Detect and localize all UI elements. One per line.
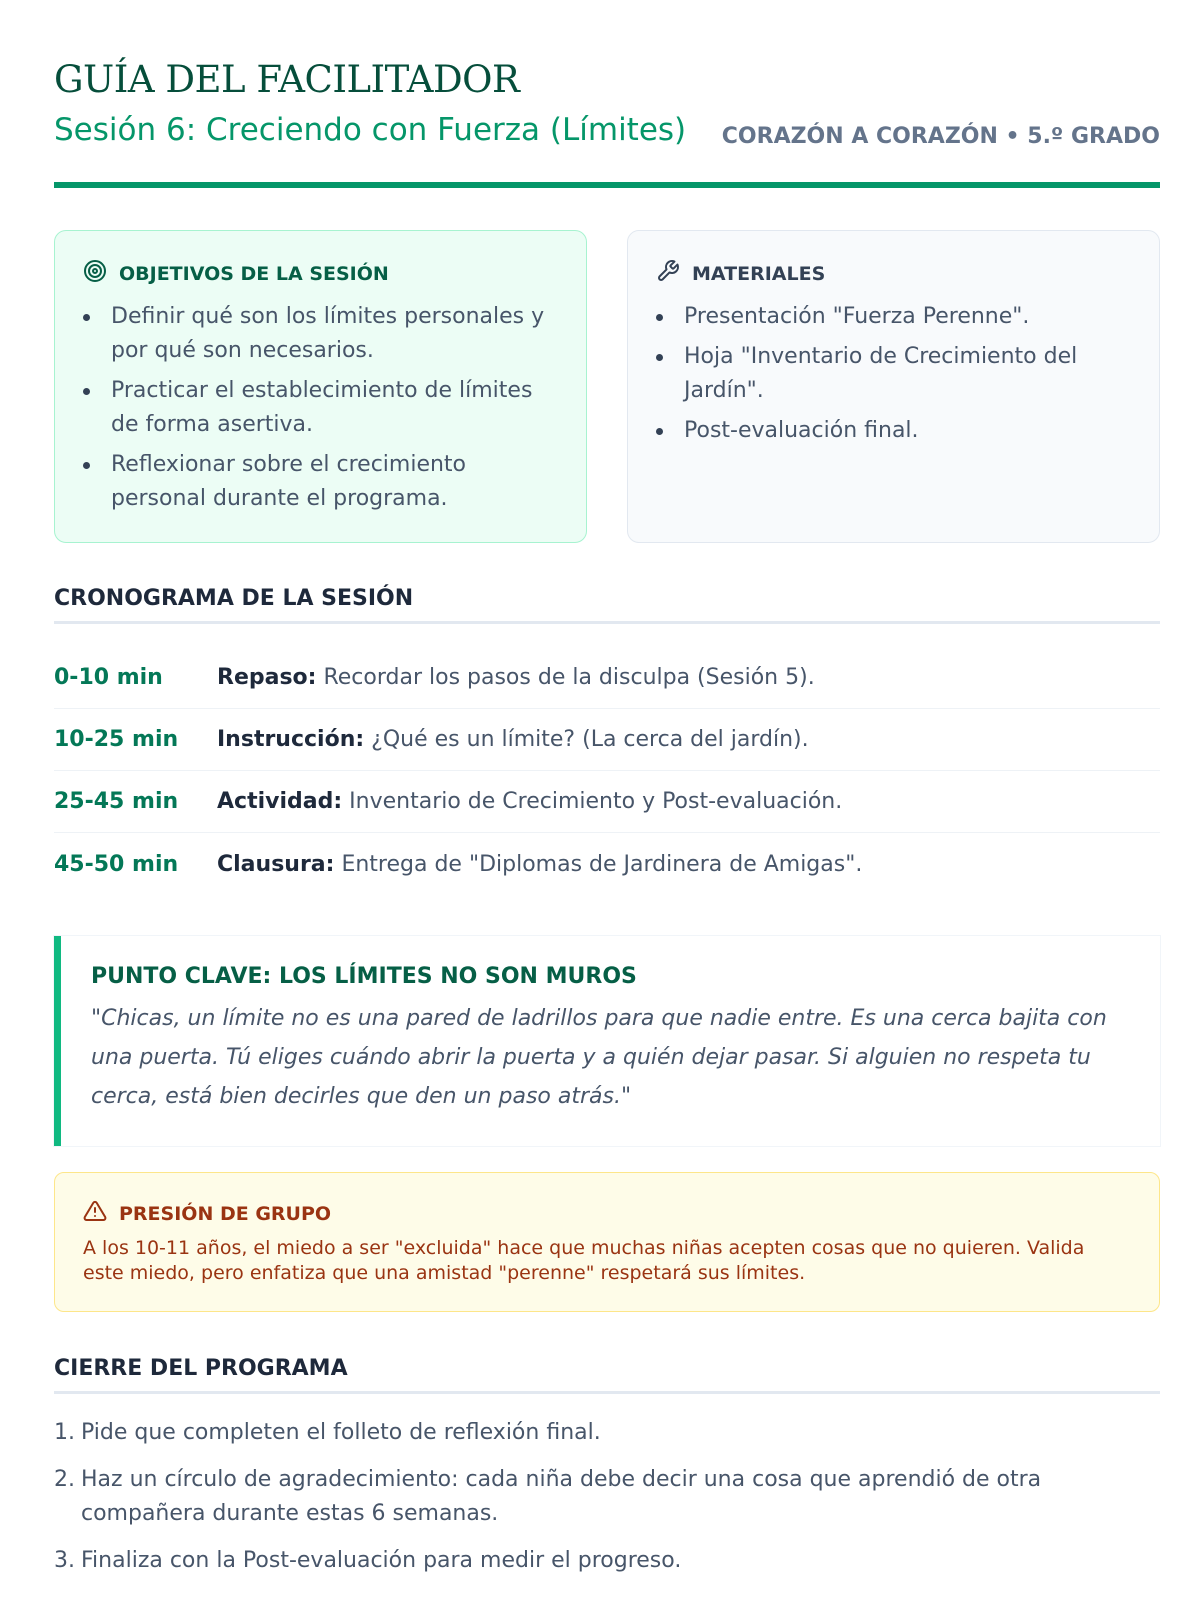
schedule-text: Inventario de Crecimiento y Post-evaluación. — [349, 789, 843, 814]
material-item: Presentación "Fuerza Perenne". — [656, 300, 1131, 334]
schedule-time: 0-10 min — [54, 665, 163, 690]
step-text: Pide que completen el folleto de reflexión final. — [81, 1420, 601, 1445]
peer-pressure-warning — [54, 1172, 1160, 1312]
schedule-label: Repaso: — [217, 665, 317, 690]
material-item: Post-evaluación final. — [656, 414, 1131, 448]
schedule-time: 45-50 min — [54, 851, 179, 877]
key-point-callout — [54, 936, 1160, 1146]
step-number: 2. — [54, 1467, 75, 1492]
session-subtitle: Sesión 6: Creciendo con Fuerza (Límites) — [54, 112, 687, 148]
warning-triangle-icon — [83, 1199, 107, 1228]
materials-list — [656, 300, 1131, 448]
materials-card — [627, 230, 1160, 543]
objective-item: Practicar el establecimiento de límites de forma asertiva. — [83, 374, 558, 442]
objectives-title: OBJETIVOS DE LA SESIÓN — [119, 262, 389, 285]
closing-heading: CIERRE DEL PROGRAMA — [54, 1356, 1160, 1394]
warning-heading — [83, 1199, 1131, 1228]
schedule-desc — [217, 727, 809, 752]
schedule-label: Actividad: — [217, 789, 343, 814]
program-label: CORAZÓN A CORAZÓN • 5.º GRADO — [721, 124, 1160, 149]
objectives-card — [54, 230, 587, 543]
schedule-label: Clausura: — [217, 851, 335, 877]
warning-text: A los 10-11 años, el miedo a ser "excluida" hace que muchas niñas acepten cosas que no quieren. Valida este miedo, pero enfatiza que una amistad "perenne" respetará sus límites. — [83, 1237, 1085, 1284]
schedule-desc — [217, 852, 862, 877]
materials-title: MATERIALES — [692, 262, 826, 285]
target-icon — [83, 259, 107, 288]
step-text: Haz un círculo de agradecimiento: cada niña debe decir una cosa que aprendió de otra compañera durante estas 6 semanas. — [81, 1467, 1042, 1526]
schedule-text: ¿Qué es un límite? (La cerca del jardín). — [371, 727, 809, 752]
schedule-table — [54, 647, 1160, 895]
schedule-desc — [217, 789, 842, 814]
page-header — [54, 58, 1160, 188]
objective-item: Definir qué son los límites personales y por qué son necesarios. — [83, 300, 558, 368]
schedule-time: 10-25 min — [54, 727, 179, 752]
closing-step — [54, 1463, 1160, 1531]
objectives-heading — [83, 259, 558, 288]
key-point-title: PUNTO CLAVE: LOS LÍMITES NO SON MUROS — [91, 964, 637, 989]
material-item: Hoja "Inventario de Crecimiento del Jardín". — [656, 340, 1131, 408]
closing-steps-list — [54, 1416, 1160, 1591]
materials-heading — [656, 259, 1131, 288]
schedule-row — [54, 833, 1160, 895]
schedule-text: Entrega de "Diplomas de Jardinera de Amigas". — [341, 851, 863, 877]
schedule-desc — [217, 665, 815, 690]
schedule-time: 25-45 min — [54, 789, 179, 814]
schedule-row — [54, 647, 1160, 709]
wrench-icon — [656, 259, 680, 288]
key-point-quote: "Chicas, un límite no es una pared de ladrillos para que nadie entre. Es una cerca bajita con una puerta. Tú eliges cuándo abrir la puerta y a quién dejar pasar. Si alguien no respeta tu cerca, está bien decirles que den un paso atrás." — [91, 1006, 1107, 1109]
schedule-heading: CRONOGRAMA DE LA SESIÓN — [54, 586, 1160, 624]
objective-item: Reflexionar sobre el crecimiento personal durante el programa. — [83, 448, 558, 516]
step-number: 1. — [54, 1420, 75, 1445]
page-title: GUÍA DEL FACILITADOR — [54, 58, 520, 101]
step-text: Finaliza con la Post-evaluación para medir el progreso. — [81, 1548, 682, 1573]
closing-step — [54, 1416, 1160, 1450]
schedule-row — [54, 709, 1160, 771]
schedule-text: Recordar los pasos de la disculpa (Sesión 5). — [323, 665, 815, 690]
schedule-row — [54, 771, 1160, 833]
closing-step — [54, 1544, 1160, 1578]
warning-title: PRESIÓN DE GRUPO — [119, 1202, 332, 1225]
schedule-label: Instrucción: — [217, 727, 365, 752]
step-number: 3. — [54, 1548, 75, 1573]
objectives-list — [83, 300, 558, 516]
